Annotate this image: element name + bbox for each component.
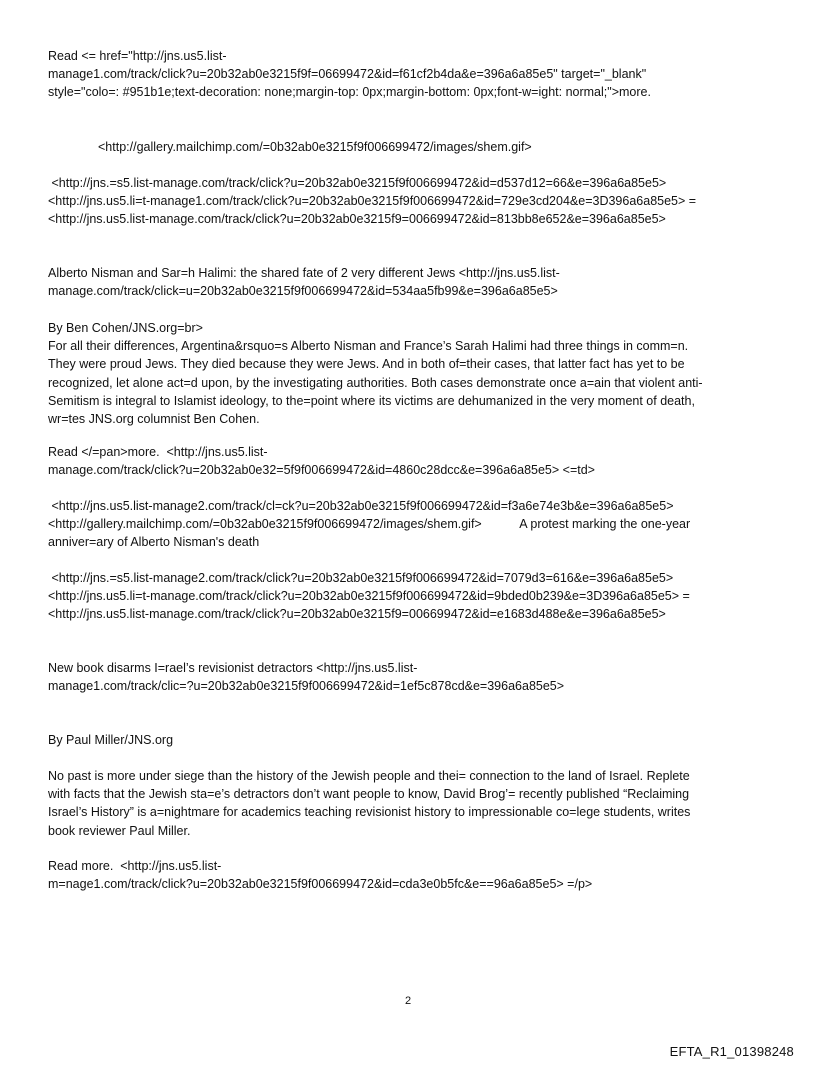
read-more-html-fragment: Read <= href="http://jns.us5.list- manage1.com/track/click?u=20b32ab0e3215f9f=06699472&id=f61cf2b4da&e=396a6a85e5" target="_blank" style="colo=: #951b1e;text-decoration: none;margin-top: 0px;margin-bottom: 0px;font-w=ight: normal;">more. bbox=[48, 49, 651, 100]
read-more-link-1: Read </=pan>more. <http://jns.us5.list- manage.com/track/click?u=20b32ab0e32=5f9f006699472&id=4860c28dcc&e=396a6a85e5> <=td> bbox=[48, 445, 595, 478]
social-links-group-1: <http://jns.=s5.list-manage.com/track/click?u=20b32ab0e3215f9f006699472&id=d537d12=66&e=396a6a85e5> <http://jns.us5.li=t-manage1.com/track/click?u=20b32ab0e3215f9f006699472&id=729e3cd204&e=3D396a6a85e5> = <http://jns.us5.list-manage.com/track/click?u=20b32ab0e3215f9=006699472&id=813bb8e652&e=396a6a85e5> bbox=[48, 176, 697, 227]
page-number: 2 bbox=[404, 995, 412, 1007]
article-body-nisman-halimi: By Ben Cohen/JNS.org=br> For all their differences, Argentina&rsquo=s Alberto Nisman and France’s Sarah Halimi had three things in comm=n. They were proud Jews. They died because they were Jews. And in both of=their cases, that latter fact has yet to be recognized, let alone act=d upon, by the investigating authorities. Both cases demonstrate once a=ain that violent anti- Semitism is integral to Islamist ideology, to the=point where its victims are dehumanized in the very moment of death, wr=tes JNS.org columnist Ben Cohen. bbox=[48, 321, 703, 427]
read-more-link-2: Read more. <http://jns.us5.list- m=nage1.com/track/click?u=20b32ab0e3215f9f006699472&id=cda3e0b5fc&e==96a6a85e5> =/p> bbox=[48, 859, 593, 892]
article-body-new-book: No past is more under siege than the history of the Jewish people and thei= connection to the land of Israel. Replete with facts that the Jewish sta=e’s detractors don’t want people to know, David Brog’= recently published “Reclaiming Israel’s History” is a=nightmare for academics teaching revisionist history to impressionable co=lege students, writes book reviewer Paul Miller. bbox=[48, 769, 691, 838]
social-links-with-caption: <http://jns.us5.list-manage2.com/track/cl=ck?u=20b32ab0e3215f9f006699472&id=f3a6e74e3b&e=396a6a85e5> <http://gallery.mailchimp.com/=0b32ab0e3215f9f006699472/images/shem.gif> A protest marking the one-year anniver=ary of Alberto Nisman's death bbox=[48, 499, 691, 550]
article-headline-new-book: New book disarms I=rael’s revisionist detractors <http://jns.us5.list- manage1.com/track/clic=?u=20b32ab0e3215f9f006699472&id=1ef5c878cd&e=396a6a85e5> bbox=[48, 661, 565, 694]
social-links-group-2: <http://jns.=s5.list-manage2.com/track/click?u=20b32ab0e3215f9f006699472&id=7079d3=616&e=396a6a85e5> <http://jns.us5.li=t-manage.com/track/click?u=20b32ab0e3215f9f006699472&id=9bded0b239&e=3D396a6a85e5> = <http://jns.us5.list-manage.com/track/click?u=20b32ab0e3215f9=006699472&id=e1683d488e&e=396a6a85e5> bbox=[48, 571, 690, 622]
image-link-shem: <http://gallery.mailchimp.com/=0b32ab0e3215f9f006699472/images/shem.gif> bbox=[98, 140, 532, 154]
bates-number: EFTA_R1_01398248 bbox=[669, 1044, 794, 1059]
byline-paul-miller: By Paul Miller/JNS.org bbox=[48, 733, 174, 747]
article-headline-nisman-halimi: Alberto Nisman and Sar=h Halimi: the shared fate of 2 very different Jews <http://jns.us5.list- manage.com/track/click=u=20b32ab0e3215f9f006699472&id=534aa5fb99&e=396a6a85e5> bbox=[48, 266, 560, 299]
